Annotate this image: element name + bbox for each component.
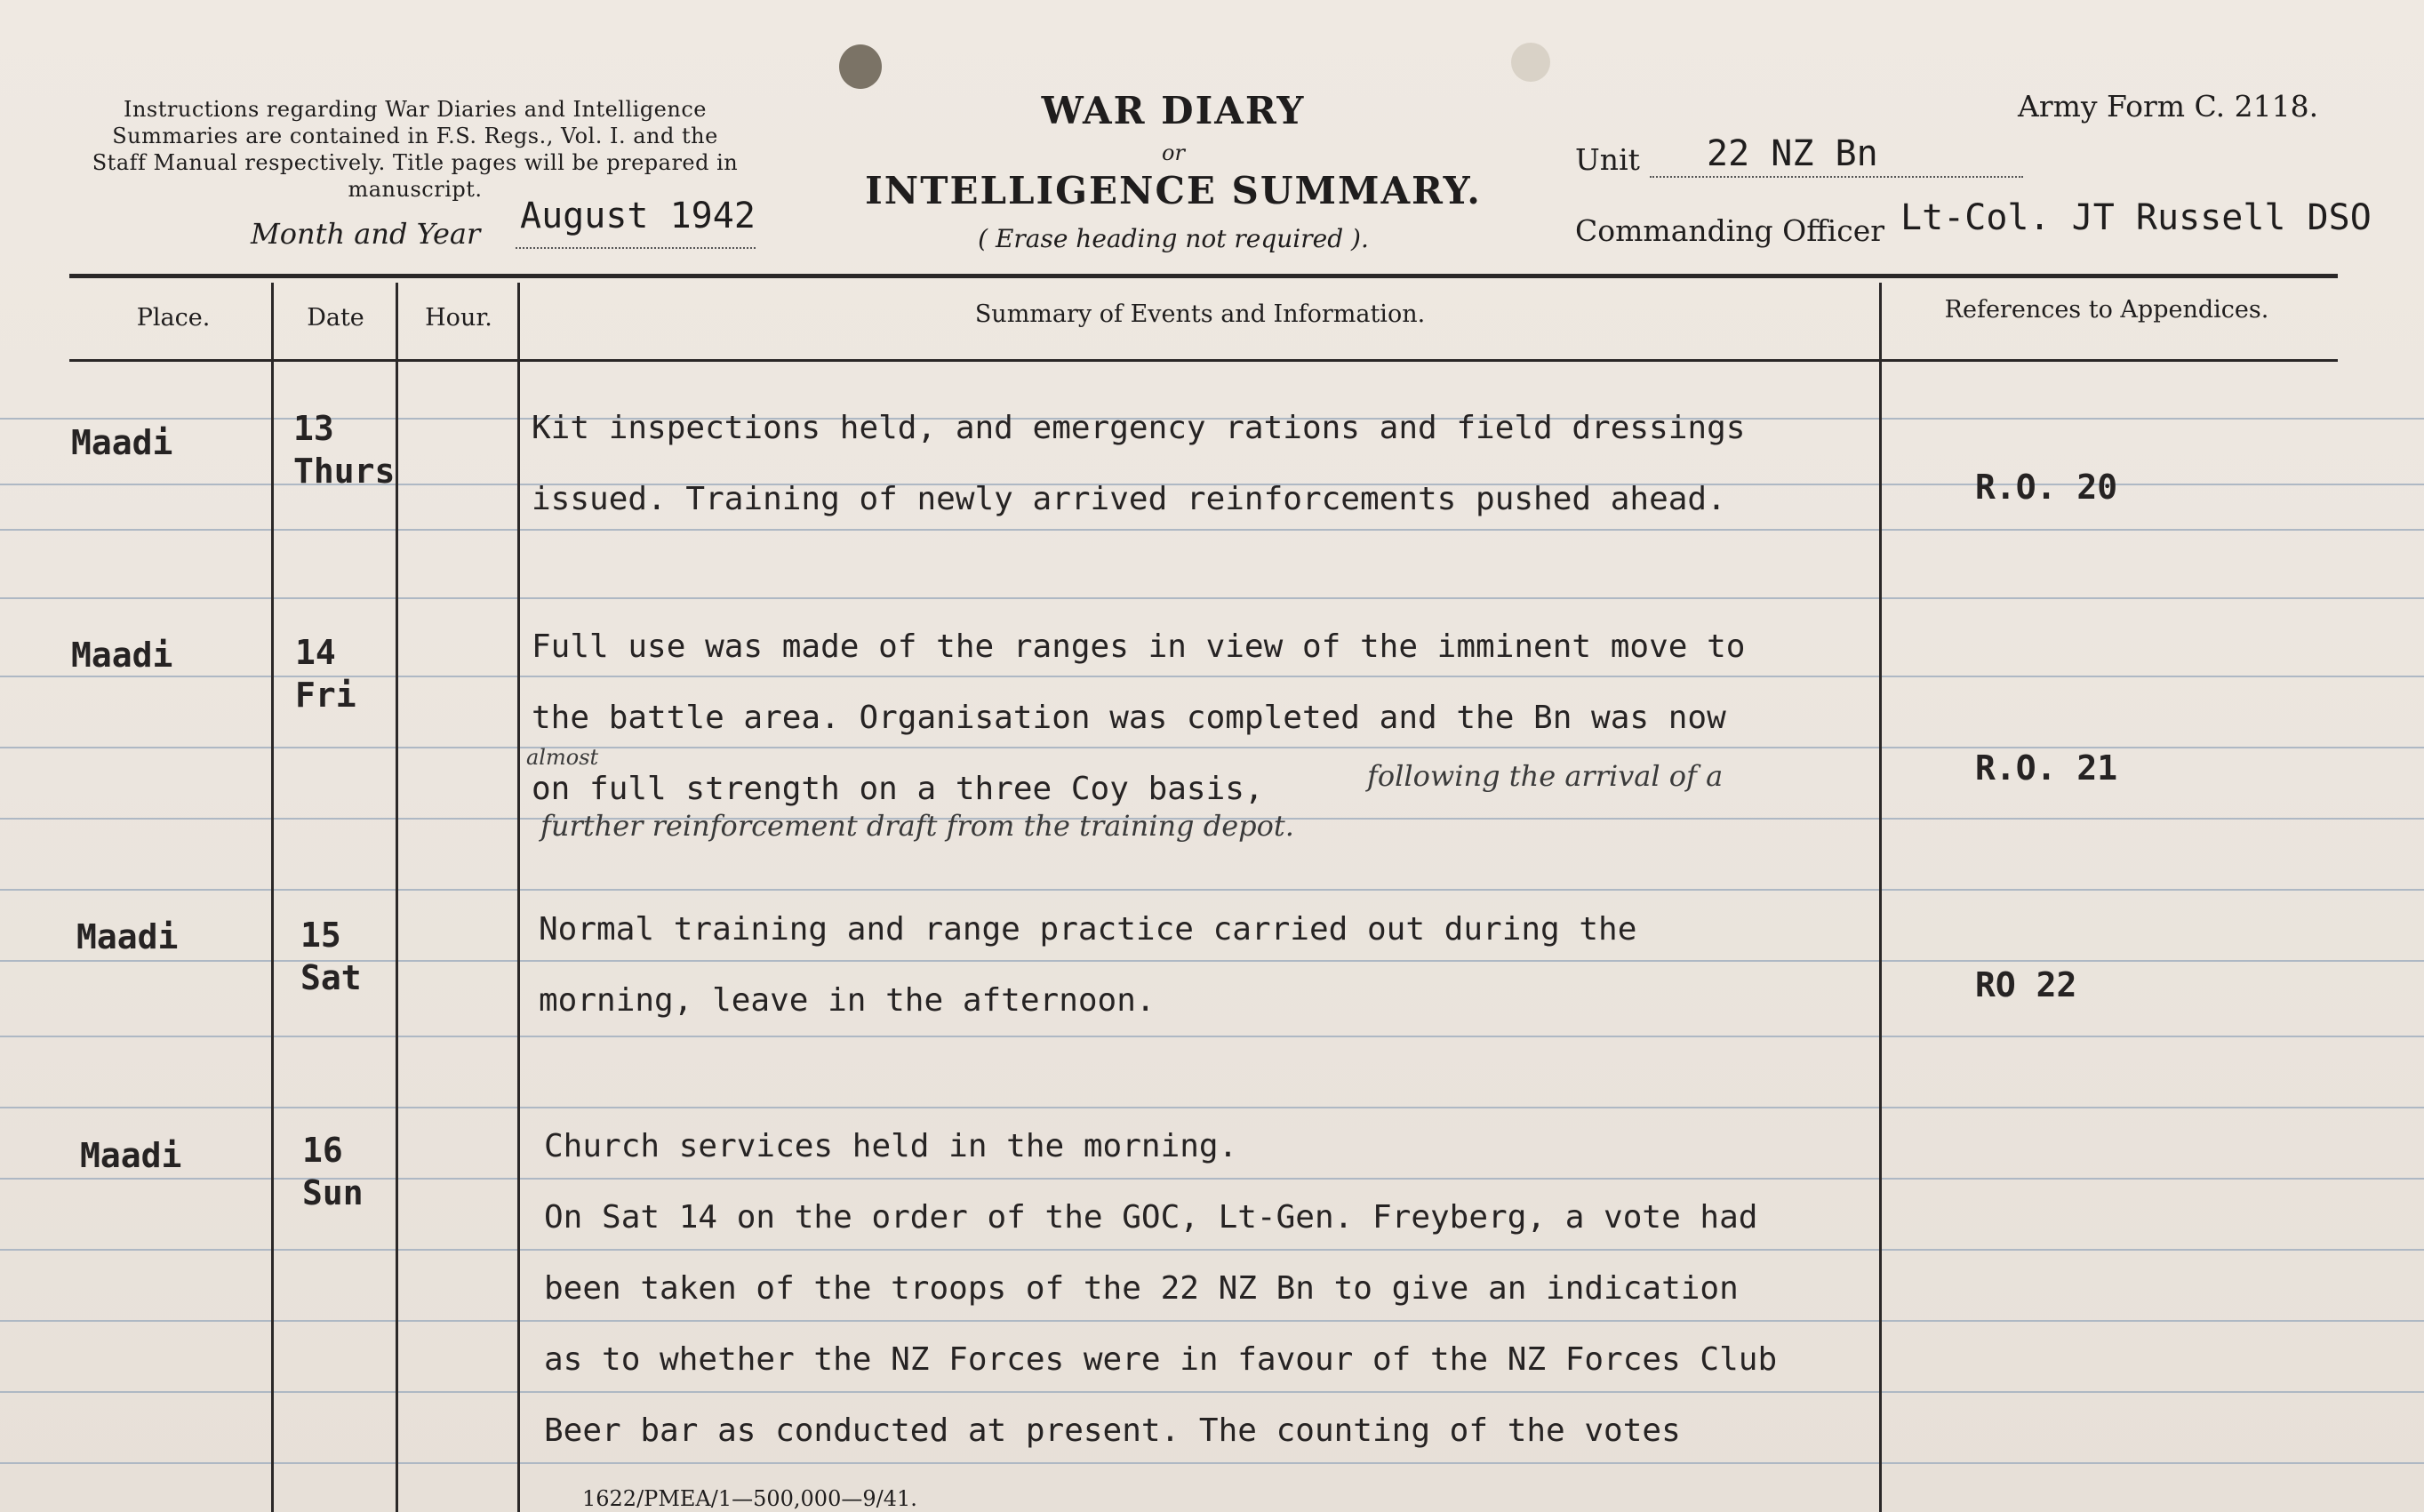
form-number: Army Form C. 2118. [2018, 89, 2319, 124]
title-or: or [1162, 140, 1185, 165]
header-bottom-rule [69, 359, 2338, 362]
month-year-dotted-line [516, 247, 756, 249]
month-year-value: August 1942 [520, 196, 756, 236]
handwritten-continuation: following the arrival of a [1367, 759, 1724, 793]
entry-summary: Church services held in the morning. On Sat 14 on the order of the GOC, Lt-Gen. Freyberg, a vote had been taken of the troops of the 22 NZ Bn to give an indication as to whether the NZ Forces were in favour of the NZ Forces Club Beer bar as conducted at present. The counting of the votes [544, 1128, 1778, 1449]
commanding-officer-label: Commanding Officer [1575, 213, 1885, 248]
column-header-date: Date [307, 304, 364, 332]
entry-summary: Kit inspections held, and emergency rations and field dressings issued. Training of newly arrived reinforcements pushed ahead. [532, 410, 1746, 517]
print-reference: 1622/PMEA/1—500,000—9/41. [582, 1486, 917, 1511]
entry-reference: RO 22 [1975, 965, 2077, 1004]
unit-label: Unit [1575, 142, 1640, 177]
entry-summary: Normal training and range practice carried out during the morning, leave in the afternoon. [539, 911, 1637, 1019]
ruled-line [0, 597, 2424, 599]
entry-place: Maadi [71, 636, 173, 675]
month-year-label: Month and Year [251, 217, 481, 251]
entry-date: 16 Sun [302, 1131, 364, 1212]
title-intelligence-summary: INTELLIGENCE SUMMARY. [865, 169, 1482, 212]
header-top-rule [69, 274, 2338, 278]
entry-reference: R.O. 21 [1975, 748, 2118, 788]
column-header-references: References to Appendices. [1944, 296, 2269, 324]
entry-date: 15 Sat [300, 916, 362, 997]
erase-heading-note: ( Erase heading not required ). [978, 224, 1369, 253]
entry-date: 13 Thurs [293, 409, 396, 491]
column-header-hour: Hour. [425, 304, 492, 332]
handwritten-line: further reinforcement draft from the training depot. [540, 809, 1294, 843]
column-divider-place [271, 283, 274, 1512]
punch-hole [839, 44, 882, 89]
entry-summary: Full use was made of the ranges in view of the imminent move to the battle area. Organisation was completed and the Bn was now on full strength on a three Coy basis, [532, 628, 1746, 807]
entry-place: Maadi [76, 917, 179, 956]
column-divider-hour [517, 283, 520, 1512]
entry-reference: R.O. 20 [1975, 468, 2118, 507]
handwritten-insert: almost [526, 745, 599, 770]
entry-place: Maadi [80, 1136, 182, 1175]
ruled-line [0, 889, 2424, 891]
ruled-line [0, 1107, 2424, 1108]
unit-dotted-line [1650, 176, 2023, 178]
title-war-diary: WAR DIARY [1041, 89, 1306, 132]
column-header-summary: Summary of Events and Information. [974, 300, 1426, 328]
commanding-officer-value: Lt-Col. JT Russell DSO [1900, 197, 2372, 238]
instructions-note: Instructions regarding War Diaries and Intelligence Summaries are contained in F.S. Regs., Vol. I. and the Staff Manual respectively. Title pages will be prepared in manuscript. [92, 97, 739, 202]
unit-value: 22 NZ Bn [1707, 133, 1878, 174]
column-header-place: Place. [136, 304, 211, 332]
column-divider-date [396, 283, 398, 1512]
entry-place: Maadi [71, 423, 173, 462]
entry-date: 14 Fri [295, 633, 356, 715]
punch-hole [1511, 43, 1550, 82]
